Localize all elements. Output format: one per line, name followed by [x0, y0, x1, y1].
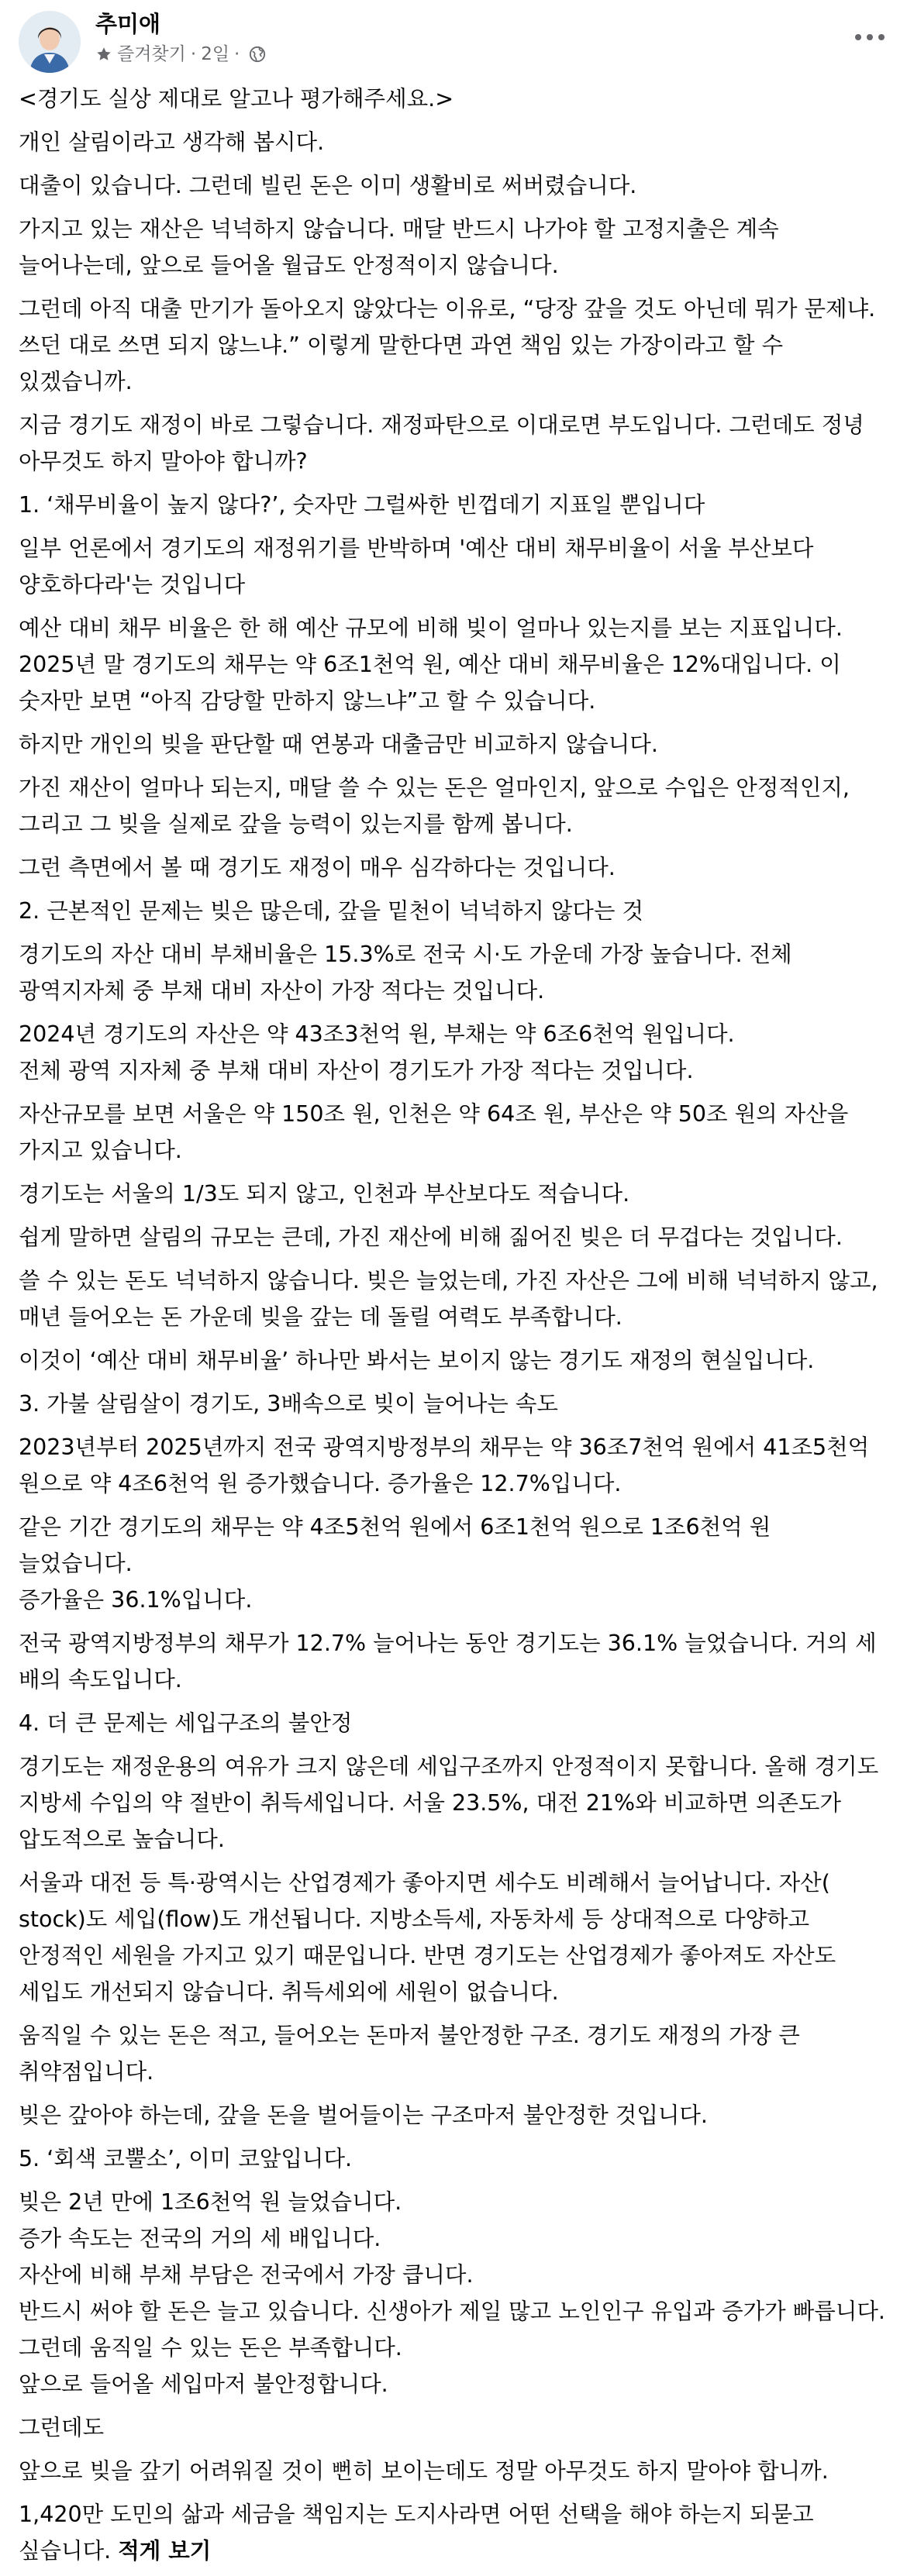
post-paragraph: 빚은 갚아야 하는데, 갚을 돈을 벌어들이는 구조마저 불안정한 것입니다. [19, 2102, 708, 2128]
star-icon [95, 46, 112, 63]
avatar-photo [19, 11, 81, 73]
post-paragraph: 앞으로 빚을 갚기 어려워질 것이 뻔히 보이는데도 정말 아무것도 하지 말아야 합니까. [19, 2458, 829, 2484]
section-heading: 4. 더 큰 문제는 세입구조의 불안정 [19, 1710, 353, 1736]
post-paragraph: 같은 기간 경기도의 채무는 약 4조5천억 원에서 6조1천억 원으로 1조6천억 원 늘었습니다. 증가율은 36.1%입니다. [19, 1514, 771, 1613]
post-header [0, 0, 907, 81]
post-paragraph: 2023년부터 2025년까지 전국 광역지방정부의 채무는 약 36조7천억 원에서 41조5천억 원으로 약 4조6천억 원 증가했습니다. 증가율은 12.7%입니다. [19, 1434, 870, 1496]
post-paragraph: 경기도는 서울의 1/3도 되지 않고, 인천과 부산보다도 적습니다. [19, 1181, 630, 1207]
post-paragraph: 일부 언론에서 경기도의 재정위기를 반박하며 '예산 대비 채무비율이 서울 부산보다 양호하다라'는 것입니다 [19, 536, 814, 598]
post-paragraph: 예산 대비 채무 비율은 한 해 예산 규모에 비해 빚이 얼마나 있는지를 보는 지표입니다. 2025년 말 경기도의 채무는 약 6조1천억 원, 예산 대비 채무비율은 12%대입니다. 이 숫자만 보면 “아직 감당할 만하지 않느냐”고 할 수 있습니다. [19, 615, 843, 714]
meta-separator: · [234, 44, 240, 64]
favorites-label[interactable]: 즐겨찾기 [117, 44, 186, 64]
more-options-button[interactable] [851, 25, 888, 50]
post-paragraph: 그런 측면에서 볼 때 경기도 재정이 매우 심각하다는 것입니다. [19, 855, 616, 880]
post-paragraph: 서울과 대전 등 특·광역시는 산업경제가 좋아지면 세수도 비례해서 늘어납니다. 자산( stock)도 세입(flow)도 개선됩니다. 지방소득세, 자동차세 등 상대적으로 다양하고 안정적인 세원을 가지고 있기 때문입니다. 반면 경기도는 산업경제가 좋아져도 자산도 세입도 개선되지 않습니다. 취득세외에 세원이 없습니다. [19, 1870, 836, 2005]
section-heading: 2. 근본적인 문제는 빚은 많은데, 갚을 밑천이 넉넉하지 않다는 것 [19, 898, 644, 924]
post-body [19, 81, 888, 2576]
post-paragraph: 경기도는 재정운용의 여유가 크지 않은데 세입구조까지 안정적이지 못합니다. 올해 경기도 지방세 수입의 약 절반이 취득세입니다. 서울 23.5%, 대전 21%와 비교하면 의존도가 압도적으로 높습니다. [19, 1754, 879, 1852]
post-paragraph: 가지고 있는 재산은 넉넉하지 않습니다. 매달 반드시 나가야 할 고정지출은 계속 늘어나는데, 앞으로 들어올 월급도 안정적이지 않습니다. [19, 216, 779, 278]
post-paragraph: 움직일 수 있는 돈은 적고, 들어오는 돈마저 불안정한 구조. 경기도 재정의 가장 큰 취약점입니다. [19, 2023, 800, 2085]
post-paragraph: 2024년 경기도의 자산은 약 43조3천억 원, 부채는 약 6조6천억 원입니다. 전체 광역 지자체 중 부채 대비 자산이 경기도가 가장 적다는 것입니다. [19, 1021, 735, 1083]
meta-separator: · [190, 44, 197, 64]
see-less-link[interactable]: 적게 보기 [118, 2538, 212, 2564]
section-heading: 5. ‘회색 코뿔소’, 이미 코앞입니다. [19, 2146, 353, 2171]
section-heading: 1. ‘채무비율이 높지 않다?’, 숫자만 그럴싸한 빈껍데기 지표일 뿐입니다 [19, 492, 705, 518]
post-paragraph-last [19, 2496, 888, 2569]
post-paragraph: 자산규모를 보면 서울은 약 150조 원, 인천은 약 64조 원, 부산은 약 50조 원의 자산을 가지고 있습니다. [19, 1101, 849, 1163]
post-paragraph: 이것이 ‘예산 대비 채무비율’ 하나만 봐서는 보이지 않는 경기도 재정의 현실입니다. [19, 1348, 815, 1373]
post-paragraph: 1,420만 도민의 삶과 세금을 책임지는 도지사라면 어떤 선택을 해야 하는지 되묻고 싶습니다. [19, 2502, 814, 2564]
post-paragraph: 경기도의 자산 대비 부채비율은 15.3%로 전국 시·도 가운데 가장 높습니다. 전체 광역지자체 중 부채 대비 자산이 가장 적다는 것입니다. [19, 942, 792, 1004]
post-paragraph: 개인 살림이라고 생각해 봅시다. [19, 129, 325, 155]
post-paragraph: 하지만 개인의 빚을 판단할 때 연봉과 대출금만 비교하지 않습니다. [19, 732, 658, 757]
section-heading: 3. 가불 살림살이 경기도, 3배속으로 빚이 늘어나는 속도 [19, 1391, 558, 1417]
author-name[interactable]: 추미애 [95, 11, 161, 37]
author-avatar[interactable] [19, 11, 81, 73]
post-paragraph: <경기도 실상 제대로 알고나 평가해주세요.> [19, 86, 454, 112]
post-paragraph: 대출이 있습니다. 그런데 빌린 돈은 이미 생활비로 써버렸습니다. [19, 173, 637, 198]
more-options-icon [854, 33, 885, 41]
post-paragraph: 지금 경기도 재정이 바로 그렇습니다. 재정파탄으로 이대로면 부도입니다. 그런데도 정녕 아무것도 하지 말아야 합니까? [19, 412, 864, 474]
post-paragraph: 빚은 2년 만에 1조6천억 원 늘었습니다. 증가 속도는 전국의 거의 세 배입니다. 자산에 비해 부채 부담은 전국에서 가장 큽니다. 반드시 써야 할 돈은 늘고 있습니다. 신생아가 제일 많고 노인인구 유입과 증가가 빠릅니다. 그런데 움직일 수 있는 돈은 부족합니다. 앞으로 들어올 세입마저 불안정합니다. [19, 2189, 885, 2397]
post-paragraph: 전국 광역지방정부의 채무가 12.7% 늘어나는 동안 경기도는 36.1% 늘었습니다. 거의 세 배의 속도입니다. [19, 1631, 877, 1693]
post-meta [95, 43, 266, 66]
post-paragraph: 가진 재산이 얼마나 되는지, 매달 쓸 수 있는 돈은 얼마인지, 앞으로 수입은 안정적인지, 그리고 그 빚을 실제로 갚을 능력이 있는지를 함께 봅니다. [19, 775, 850, 837]
globe-icon[interactable] [249, 46, 266, 63]
post-paragraph: 그런데 아직 대출 만기가 돌아오지 않았다는 이유로, “당장 갚을 것도 아닌데 뭐가 문제냐. 쓰던 대로 쓰면 되지 않느냐.” 이렇게 말한다면 과연 책임 있는 가장이라고 할 수 있겠습니까. [19, 296, 876, 394]
post-paragraph: 쉽게 말하면 살림의 규모는 큰데, 가진 재산에 비해 짊어진 빚은 더 무겁다는 것입니다. [19, 1224, 843, 1250]
post-time[interactable]: 2일 [201, 44, 230, 64]
post-paragraph: 쓸 수 있는 돈도 넉넉하지 않습니다. 빚은 늘었는데, 가진 자산은 그에 비해 넉넉하지 않고, 매년 들어오는 돈 가운데 빚을 갚는 데 돌릴 여력도 부족합니다. [19, 1268, 878, 1330]
post-paragraph: 그런데도 [19, 2415, 105, 2440]
